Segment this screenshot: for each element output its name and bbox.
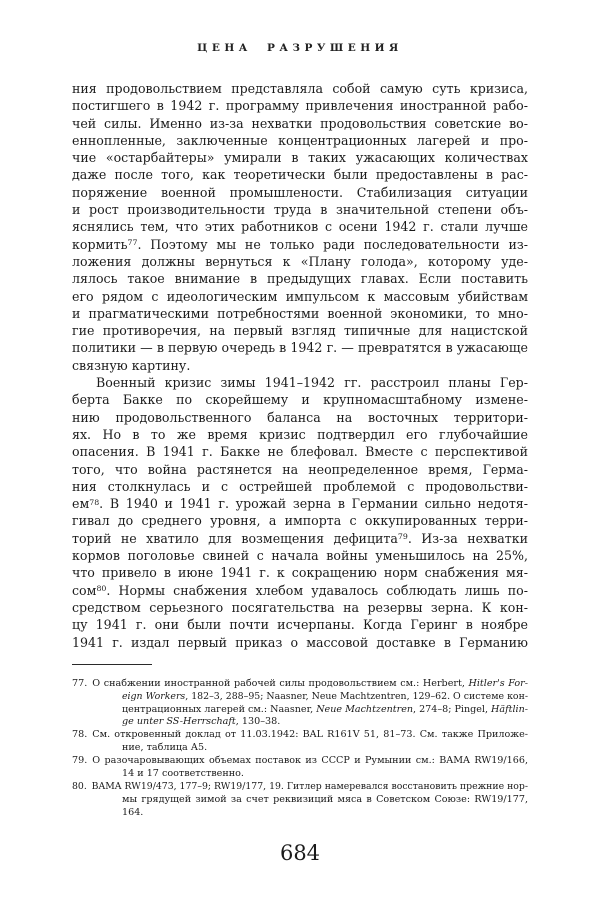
body-line: нию продовольственного баланса на восточных территори-: [72, 409, 528, 425]
body-line: торий не хватило для возмещения дефицита$^{79}$. Из-за нехватки: [72, 530, 528, 546]
body-line: $ем^{78}$. В 1940 и 1941 г. урожай зерна в Германии сильно недотя-: [72, 496, 528, 512]
body-line: гие противоречия, на первый взгляд типичные для нацистской: [72, 323, 528, 339]
footnote-line: 80. BAMA RW19/473, 177–9; RW19/177, 19. Гитлер намеревался восстановить прежние нор-: [72, 780, 528, 792]
body-line: ложения должны вернуться к «Плану голода», которому уде-: [72, 253, 528, 269]
body-line: ния продовольствием представляла собой самую суть кризиса,: [72, 81, 528, 96]
body-line: яснялись тем, что этих работников с осени 1942 г. стали лучше: [72, 219, 528, 235]
body-line: берта Бакке по скорейшему и крупномасштабному измене-: [72, 392, 528, 408]
body-line: постигшего в 1942 г. программу привлечения иностранной рабо-: [72, 98, 528, 114]
footnote-line: eign Workers, 182–3, 288–95; Naasner, Neue Machtzentren, 129–62. О системе кон-: [122, 690, 529, 702]
footnote-line: ge unter SS-Herrschaft, 130–38.: [122, 716, 281, 728]
body-line: ния столкнулась и с острейшей проблемой с продовольстви-: [72, 478, 528, 494]
footnote-line: 14 и 17 соответственно.: [122, 768, 244, 780]
body-line: того, что война растянется на неопределенное время, Герма-: [72, 461, 528, 477]
running-head: ЦЕНА РАЗРУШЕНИЯ: [197, 42, 403, 54]
body-line: и прагматическими потребностями военной экономики, то мно-: [72, 305, 528, 321]
body-line: цу 1941 г. они были почти исчерпаны. Когда Геринг в ноябре: [72, 617, 528, 633]
footnotes: [72, 678, 528, 820]
body-line: его рядом с идеологическим импульсом к массовым убийствам: [72, 288, 528, 304]
body-line: средством серьезного посягательства на резервы зерна. К кон-: [72, 599, 528, 615]
body-line: кормов поголовье свиней с начала войны уменьшилось на 25%,: [72, 548, 528, 564]
body-line: сом$^{80}$. Нормы снабжения хлебом удавалось соблюдать лишь по-: [72, 582, 528, 598]
body-line: чие «остарбайтеры» умирали в таких ужасающих количествах: [72, 150, 528, 166]
footnote-line: 164.: [122, 806, 144, 818]
footnote-line: 78. См. откровенный доклад от 11.03.1942: BAL R161V 51, 81–73. См. также Приложе-: [72, 729, 528, 741]
body-line: опасения. В 1941 г. Бакке не блефовал. Вместе с перспективой: [72, 444, 528, 460]
body-line: лялось такое внимание в предыдущих главах. Если поставить: [72, 271, 528, 287]
footnote-line: мы грядущей зимой за счет реквизиций мяса в Советском Союзе: RW19/177,: [122, 793, 528, 805]
body-line: даже после того, как теоретически были предоставлены в рас-: [72, 167, 528, 183]
footnote-number: 80.: [72, 780, 87, 792]
body-line: Военный кризис зимы 1941–1942 гг. расстроил планы Гер-: [96, 375, 528, 391]
body-line: поряжение военной промышлености. Стабилизация ситуации: [72, 184, 528, 200]
body-line: ях. Но в то же время кризис подтвердил его глубочайшие: [72, 426, 528, 442]
text-column: [72, 80, 528, 820]
body-line: политики — в первую очередь в 1942 г. — превратятся в ужасающе: [72, 340, 528, 356]
body-line: что привело в июне 1941 г. к сокращению норм снабжения мя-: [72, 565, 528, 581]
body-line: 1941 г. издал первый приказ о массовой доставке в Германию: [72, 634, 528, 650]
footnote-number: 79.: [72, 755, 88, 767]
body-line: кормить$^{77}$. Поэтому мы не только ради последовательности из-: [72, 236, 528, 252]
body-text: [72, 80, 528, 651]
footnote-number: 77.: [72, 677, 88, 689]
footnote-line: центрационных лагерей см.: Naasner, Neue Machtzentren, 274–8; Pingel, Häftlin-: [122, 703, 528, 715]
page-number: 684: [279, 840, 321, 865]
body-line: связную картину.: [72, 357, 191, 373]
footnote-number: 78.: [72, 729, 88, 741]
footnote-line: 79. О разочаровывающих объемах поставок из СССР и Румынии см.: BAMA RW19/166,: [72, 755, 528, 767]
body-line: и рост производительности труда в значительной степени объ-: [72, 202, 528, 218]
body-line: еннопленные, заключенные концентрационных лагерей и про-: [72, 132, 528, 148]
body-line: чей силы. Именно из-за нехватки продовольствия советские во-: [72, 115, 528, 131]
footnote-line: ние, таблица А5.: [122, 742, 208, 754]
footnote-line: 77. О снабжении иностранной рабочей силы продовольствием см.: Herbert, Hitler's For-: [72, 677, 529, 689]
body-line: гивал до среднего уровня, а импорта с оккупированных терри-: [72, 513, 528, 529]
footnote-separator: [72, 664, 152, 665]
